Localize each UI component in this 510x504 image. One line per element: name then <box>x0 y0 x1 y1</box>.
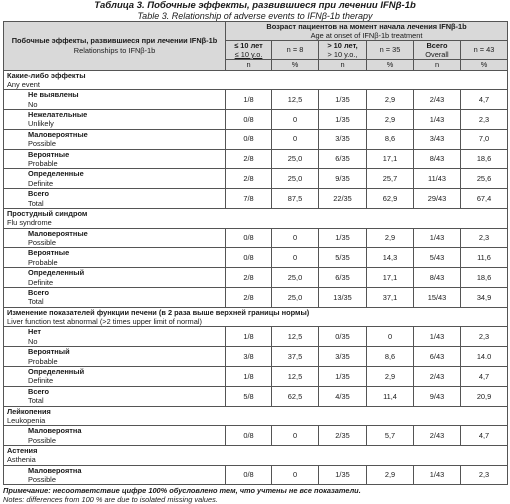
section-row <box>4 406 508 426</box>
unit-pct-2: % <box>367 60 414 71</box>
row-label-en: Probable <box>28 257 58 267</box>
value-cell: 1/35 <box>319 228 367 248</box>
value-cell: 20,9 <box>461 386 508 406</box>
value-cell: 2,3 <box>461 228 508 248</box>
value-cell: 8,6 <box>367 129 414 149</box>
value-cell: 34,9 <box>461 288 508 308</box>
value-cell: 11,4 <box>367 386 414 406</box>
value-cell: 0/8 <box>226 426 272 446</box>
value-cell: 15/43 <box>414 288 461 308</box>
value-cell: 5,7 <box>367 426 414 446</box>
col3-n: n = 43 <box>461 41 508 60</box>
value-cell: 2/43 <box>414 367 461 387</box>
col1-header <box>226 41 272 60</box>
row-label-ru: Вероятные <box>28 149 70 159</box>
row-label <box>4 367 226 387</box>
value-cell: 5/8 <box>226 386 272 406</box>
table-row <box>4 90 508 110</box>
value-cell: 2/43 <box>414 90 461 110</box>
col1-n: n = 8 <box>272 41 319 60</box>
table-row <box>4 149 508 169</box>
unit-n-1: n <box>226 60 272 71</box>
value-cell: 0 <box>272 426 319 446</box>
row-label-en: Possible <box>28 139 56 149</box>
value-cell: 12,5 <box>272 367 319 387</box>
caption-ru: Таблица 3. Побочные эффекты, развившиеся при лечении IFNβ-1b <box>94 0 416 11</box>
row-label-en: Probable <box>28 356 58 366</box>
section-row <box>4 70 508 90</box>
row-label-header-ru: Побочные эффекты, развившиеся при лечении IFNβ-1b <box>11 35 218 45</box>
row-label-en: Possible <box>28 475 56 485</box>
section-row <box>4 446 508 466</box>
value-cell: 2,9 <box>367 109 414 129</box>
row-label <box>4 90 226 110</box>
footnote-ru: Примечание: несоответствие цифре 100% обусловлено тем, что учтены не все показатели. <box>3 486 361 496</box>
value-cell: 0/8 <box>226 109 272 129</box>
table-row <box>4 367 508 387</box>
row-label-en: No <box>28 99 38 109</box>
table-row <box>4 169 508 189</box>
value-cell: 25,6 <box>461 169 508 189</box>
row-label-ru: Определенные <box>28 169 84 179</box>
section-title-en: Leukopenia <box>7 415 46 425</box>
value-cell: 4/35 <box>319 386 367 406</box>
row-label <box>4 109 226 129</box>
value-cell: 2/8 <box>226 268 272 288</box>
section-title <box>4 446 508 466</box>
value-cell: 2,9 <box>367 465 414 485</box>
value-cell: 1/35 <box>319 109 367 129</box>
value-cell: 1/8 <box>226 367 272 387</box>
value-cell: 25,0 <box>272 288 319 308</box>
value-cell: 25,0 <box>272 149 319 169</box>
section-title-en: Liver function test abnormal (>2 times upper limit of normal) <box>7 317 202 327</box>
value-cell: 18,6 <box>461 149 508 169</box>
table-row <box>4 288 508 308</box>
value-cell: 2,9 <box>367 90 414 110</box>
value-cell: 2,3 <box>461 465 508 485</box>
value-cell: 1/43 <box>414 228 461 248</box>
col2-header-en: > 10 y.o., <box>327 50 358 59</box>
row-label <box>4 465 226 485</box>
row-label <box>4 347 226 367</box>
section-row <box>4 208 508 228</box>
header-row-group <box>4 22 508 41</box>
age-group-header <box>226 22 508 41</box>
value-cell: 4,7 <box>461 367 508 387</box>
value-cell: 2/8 <box>226 149 272 169</box>
col2-header-ru: > 10 лет, <box>327 41 358 50</box>
value-cell: 14.0 <box>461 347 508 367</box>
row-label-en: Definite <box>28 178 54 188</box>
section-row <box>4 307 508 327</box>
value-cell: 29/43 <box>414 189 461 209</box>
value-cell: 0/35 <box>319 327 367 347</box>
value-cell: 11/43 <box>414 169 461 189</box>
value-cell: 22/35 <box>319 189 367 209</box>
value-cell: 4,7 <box>461 90 508 110</box>
col1-header-ru: ≤ 10 лет <box>234 41 263 50</box>
row-label-ru: Маловероятные <box>28 228 88 238</box>
table-row <box>4 426 508 446</box>
value-cell: 62,9 <box>367 189 414 209</box>
row-label-ru: Не выявлены <box>28 90 79 100</box>
value-cell: 1/35 <box>319 367 367 387</box>
table-row <box>4 109 508 129</box>
row-label <box>4 248 226 268</box>
value-cell: 87,5 <box>272 189 319 209</box>
table-row <box>4 386 508 406</box>
value-cell: 9/43 <box>414 386 461 406</box>
value-cell: 3/43 <box>414 129 461 149</box>
value-cell: 7/8 <box>226 189 272 209</box>
table-row <box>4 465 508 485</box>
value-cell: 0/8 <box>226 248 272 268</box>
value-cell: 0 <box>272 228 319 248</box>
value-cell: 37,5 <box>272 347 319 367</box>
row-label-en: Total <box>28 297 44 307</box>
value-cell: 3/8 <box>226 347 272 367</box>
row-label-header <box>4 22 226 71</box>
col2-header <box>319 41 367 60</box>
value-cell: 3/35 <box>319 347 367 367</box>
row-label-ru: Всего <box>28 288 50 297</box>
value-cell: 0/8 <box>226 465 272 485</box>
section-title-ru: Астения <box>7 446 38 456</box>
row-label-header-en: Relationships to IFNβ-1b <box>73 45 156 55</box>
value-cell: 0 <box>272 129 319 149</box>
row-label <box>4 288 226 308</box>
value-cell: 7,0 <box>461 129 508 149</box>
value-cell: 18,6 <box>461 268 508 288</box>
value-cell: 2/8 <box>226 169 272 189</box>
value-cell: 8/43 <box>414 149 461 169</box>
value-cell: 1/35 <box>319 465 367 485</box>
section-title <box>4 406 508 426</box>
unit-n-2: n <box>319 60 367 71</box>
value-cell: 1/8 <box>226 327 272 347</box>
table-caption <box>0 0 510 21</box>
row-label-ru: Вероятный <box>28 347 70 357</box>
value-cell: 2,9 <box>367 367 414 387</box>
row-label-ru: Определенный <box>28 367 85 377</box>
value-cell: 37,1 <box>367 288 414 308</box>
value-cell: 25,7 <box>367 169 414 189</box>
col3-header-en: Overall <box>425 50 449 59</box>
value-cell: 0 <box>272 465 319 485</box>
value-cell: 0 <box>272 248 319 268</box>
value-cell: 4,7 <box>461 426 508 446</box>
section-title <box>4 208 508 228</box>
table-row <box>4 189 508 209</box>
row-label <box>4 228 226 248</box>
footnote-en: Notes: differences from 100 % are due to isolated missing values. <box>3 495 218 504</box>
caption-en: Table 3. Relationship of adverse events to IFNβ-1b therapy <box>137 11 373 21</box>
row-label-en: Possible <box>28 435 56 445</box>
row-label <box>4 268 226 288</box>
row-label-ru: Вероятные <box>28 248 70 258</box>
row-label-ru: Нежелательные <box>28 109 88 119</box>
row-label-ru: Маловероятные <box>28 129 88 139</box>
section-title-ru: Какие-либо эффекты <box>7 70 86 80</box>
row-label-en: Possible <box>28 237 56 247</box>
row-label <box>4 129 226 149</box>
value-cell: 62,5 <box>272 386 319 406</box>
col2-n: n = 35 <box>367 41 414 60</box>
table-row <box>4 268 508 288</box>
value-cell: 25,0 <box>272 268 319 288</box>
row-label-en: Unlikely <box>28 119 54 129</box>
row-label-en: Definite <box>28 376 54 386</box>
value-cell: 6/35 <box>319 268 367 288</box>
row-label-ru: Всего <box>28 386 50 396</box>
row-label <box>4 386 226 406</box>
row-label-en: Total <box>28 198 44 208</box>
row-label-en: Total <box>28 396 44 406</box>
value-cell: 2,9 <box>367 228 414 248</box>
value-cell: 17,1 <box>367 268 414 288</box>
age-group-header-ru: Возраст пациентов на момент начала лечения IFNβ-1b <box>266 22 467 31</box>
row-label <box>4 189 226 209</box>
section-title-ru: Изменение показателей функции печени (в 2 раза выше верхней границы нормы) <box>7 307 310 317</box>
unit-pct-3: % <box>461 60 508 71</box>
col3-header <box>414 41 461 60</box>
unit-pct-1: % <box>272 60 319 71</box>
value-cell: 5/43 <box>414 248 461 268</box>
col1-header-en: ≤ 10 y.o. <box>234 50 263 59</box>
row-label-ru: Маловероятна <box>28 465 82 475</box>
col3-header-ru: Всего <box>426 41 448 50</box>
value-cell: 6/43 <box>414 347 461 367</box>
value-cell: 1/43 <box>414 327 461 347</box>
value-cell: 17,1 <box>367 149 414 169</box>
value-cell: 0 <box>272 109 319 129</box>
row-label-ru: Маловероятна <box>28 426 82 436</box>
value-cell: 67,4 <box>461 189 508 209</box>
value-cell: 1/35 <box>319 90 367 110</box>
value-cell: 1/8 <box>226 90 272 110</box>
value-cell: 2,3 <box>461 327 508 347</box>
adverse-events-table <box>3 21 508 485</box>
row-label-en: Probable <box>28 158 58 168</box>
row-label-ru: Всего <box>28 189 50 199</box>
section-title-ru: Лейкопения <box>7 406 51 416</box>
section-title-en: Flu syndrome <box>7 218 52 228</box>
value-cell: 25,0 <box>272 169 319 189</box>
value-cell: 1/43 <box>414 465 461 485</box>
section-title <box>4 70 508 90</box>
row-label <box>4 169 226 189</box>
value-cell: 8/43 <box>414 268 461 288</box>
unit-n-3: n <box>414 60 461 71</box>
value-cell: 14,3 <box>367 248 414 268</box>
value-cell: 9/35 <box>319 169 367 189</box>
value-cell: 2/43 <box>414 426 461 446</box>
age-group-header-en: Age at onset of IFNβ-1b treatment <box>310 31 423 40</box>
value-cell: 1/43 <box>414 109 461 129</box>
table-row <box>4 129 508 149</box>
value-cell: 13/35 <box>319 288 367 308</box>
section-title-en: Any event <box>7 79 40 89</box>
value-cell: 12,5 <box>272 90 319 110</box>
value-cell: 8,6 <box>367 347 414 367</box>
table-row <box>4 228 508 248</box>
value-cell: 0/8 <box>226 129 272 149</box>
value-cell: 0 <box>367 327 414 347</box>
value-cell: 0/8 <box>226 228 272 248</box>
value-cell: 2,3 <box>461 109 508 129</box>
section-title <box>4 307 508 327</box>
value-cell: 5/35 <box>319 248 367 268</box>
value-cell: 12,5 <box>272 327 319 347</box>
value-cell: 11,6 <box>461 248 508 268</box>
value-cell: 2/35 <box>319 426 367 446</box>
row-label-ru: Нет <box>28 327 41 337</box>
row-label <box>4 327 226 347</box>
row-label-en: No <box>28 336 38 346</box>
section-title-en: Asthenia <box>7 455 36 465</box>
row-label <box>4 426 226 446</box>
value-cell: 3/35 <box>319 129 367 149</box>
row-label-ru: Определенный <box>28 268 85 278</box>
row-label-en: Definite <box>28 277 54 287</box>
table-row <box>4 347 508 367</box>
footnote <box>0 486 510 504</box>
value-cell: 6/35 <box>319 149 367 169</box>
table-row <box>4 248 508 268</box>
table-row <box>4 327 508 347</box>
value-cell: 2/8 <box>226 288 272 308</box>
row-label <box>4 149 226 169</box>
section-title-ru: Простудный синдром <box>7 208 88 218</box>
